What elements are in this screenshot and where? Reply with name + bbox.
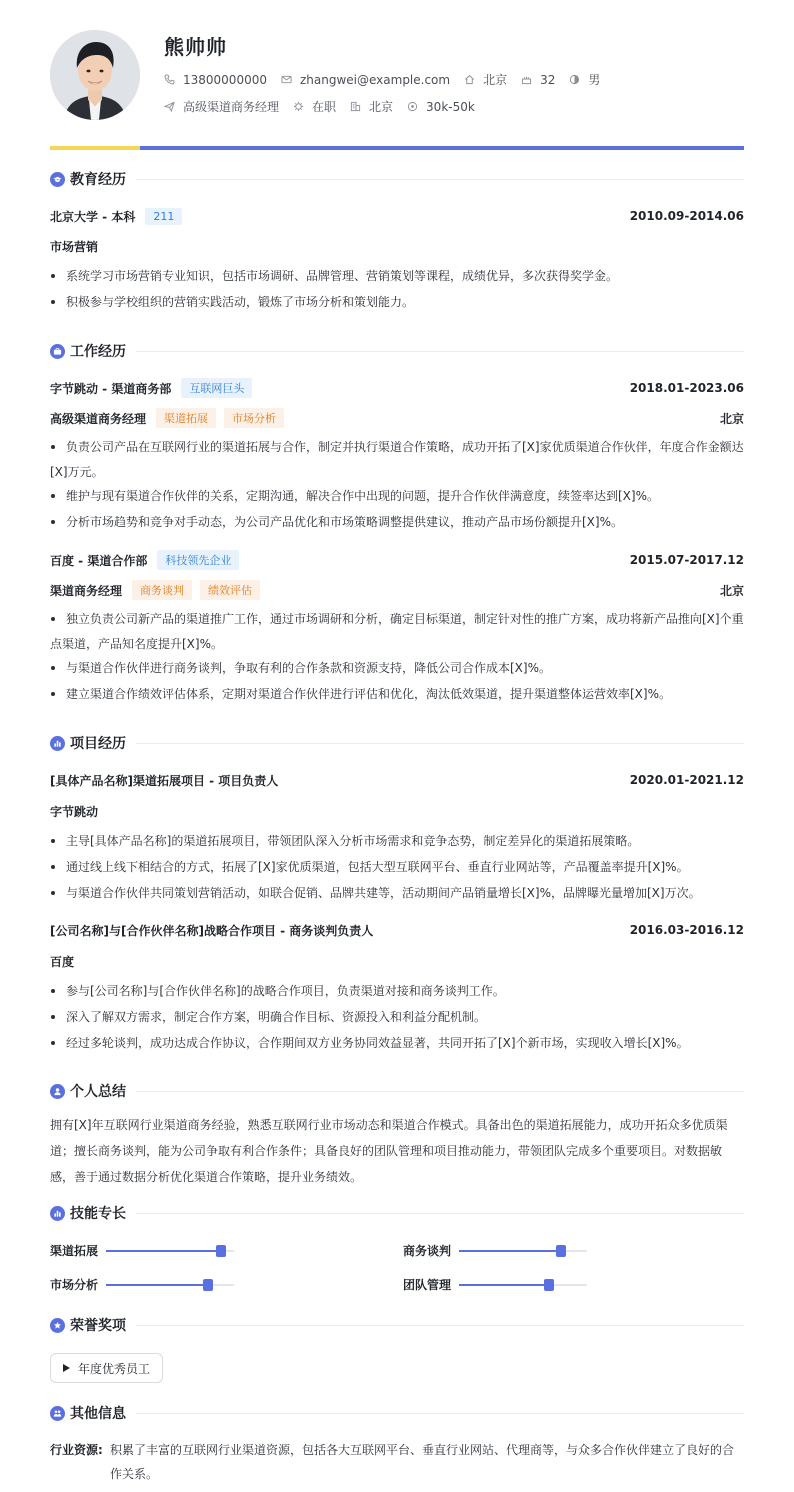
- skill-item: [403, 1242, 587, 1259]
- awards-section-title: [50, 1315, 744, 1335]
- skill-name: 商务谈判: [403, 1244, 452, 1258]
- company-name: 百度 - 渠道合作部: [50, 553, 148, 568]
- list-item-text: 独立负责公司新产品的渠道推广工作，通过市场调研和分析，确定目标渠道，制定针对性的推广方案，成功将新产品推向[X]个重: [66, 612, 744, 626]
- skill-bar-fill: [106, 1284, 208, 1286]
- list-item: 维护与现有渠道合作伙伴的关系，定期沟通，解决合作中出现的问题，提升合作伙伴满意度，续签率达到[X]%。: [50, 484, 750, 509]
- other-line: 积累了丰富的互联网行业渠道资源，包括各大互联网平台、垂直行业网站、代理商等，与众多合作伙伴建立了良好的合: [110, 1443, 735, 1457]
- list-item: 通过线上线下相结合的方式，拓展了[X]家优质渠道，包括大型互联网平台、垂直行业网站等，产品覆盖率提升[X]%。: [50, 855, 750, 880]
- list-item: [50, 435, 750, 485]
- skill-tag: 商务谈判: [132, 580, 192, 600]
- gender-icon: [569, 74, 580, 85]
- project-entry-header: [50, 921, 744, 939]
- section-heading: 个人总结: [70, 1084, 126, 1100]
- project-company: 字节跳动: [50, 805, 99, 819]
- section-rule: [136, 743, 744, 744]
- list-item: 建立渠道合作绩效评估体系，定期对渠道合作伙伴进行评估和优化，淘汰低效渠道，提升渠道整体运营效率[X]%。: [50, 682, 750, 707]
- info-icon: [50, 1406, 65, 1421]
- school-name: 北京大学 - 本科: [50, 209, 136, 224]
- list-item-text: 负责公司产品在互联网行业的渠道拓展与合作，制定并执行渠道合作策略，成功开拓了[X]家优质渠道合作伙伴，年度合作金额达: [66, 440, 744, 454]
- section-rule: [136, 351, 744, 352]
- list-item-text: [X]万元。: [50, 465, 104, 479]
- play-icon: [63, 1364, 70, 1372]
- list-item: 主导[具体产品名称]的渠道拓展项目，带领团队深入分析市场需求和竞争态势，制定差异化的渠道拓展策略。: [50, 829, 750, 854]
- contact-row: [164, 71, 614, 88]
- city-item: [350, 98, 393, 115]
- role-title: 高级渠道商务经理: [50, 411, 147, 426]
- other-info: [50, 1438, 750, 1486]
- project-date: 2016.03-2016.12: [629, 923, 744, 937]
- project-title: [公司名称]与[合作伙伴名称]战略合作项目 - 商务谈判负责人: [50, 923, 374, 938]
- gender-text: 男: [588, 73, 601, 87]
- list-item: [50, 607, 750, 657]
- skill-item: [50, 1276, 234, 1293]
- section-heading: 荣誉奖项: [70, 1318, 126, 1334]
- school-tag: 211: [145, 208, 182, 225]
- skill-bar: [459, 1284, 587, 1286]
- other-section-title: [50, 1403, 744, 1423]
- skill-bar-fill: [459, 1284, 549, 1286]
- summary-line: 感，善于通过数据分析优化渠道合作策略，提升业务绩效。: [50, 1170, 363, 1184]
- header-divider: [50, 146, 744, 150]
- section-heading: 其他信息: [70, 1406, 126, 1422]
- list-item: 参与[公司名称]与[合作伙伴名称]的战略合作项目，负责渠道对接和商务谈判工作。: [50, 979, 750, 1004]
- work-city: 北京: [719, 411, 744, 426]
- section-heading: 项目经历: [70, 736, 126, 752]
- position-text: 高级渠道商务经理: [183, 100, 280, 114]
- section-rule: [136, 1413, 744, 1414]
- award-item[interactable]: [50, 1353, 163, 1383]
- company-tag: 科技领先企业: [157, 550, 239, 570]
- other-label: 行业资源:: [50, 1443, 103, 1457]
- age-item: [521, 73, 555, 87]
- salary-item: [407, 100, 475, 114]
- award-icon: [50, 1318, 65, 1333]
- work-date: 2018.01-2023.06: [629, 381, 744, 395]
- work-city: 北京: [719, 583, 744, 598]
- salary-icon: [407, 101, 418, 112]
- award-label: 年度优秀员工: [78, 1361, 151, 1376]
- project-title: [具体产品名称]渠道拓展项目 - 项目负责人: [50, 773, 279, 788]
- status-icon: [293, 101, 304, 112]
- section-rule: [136, 1213, 744, 1214]
- list-item: 经过多轮谈判，成功达成合作协议，合作期间双方业务协同效益显著，共同开拓了[X]个新市场，实现收入增长[X]%。: [50, 1031, 750, 1056]
- summary-line: 道；擅长商务谈判，能为公司争取有利合作条件；具备良好的团队管理和项目推动能力，带领团队完成多个重要项目。对数据敏: [50, 1144, 723, 1158]
- list-item: 积极参与学校组织的营销实践活动，锻炼了市场分析和策划能力。: [50, 290, 750, 315]
- role-title: 渠道商务经理: [50, 583, 123, 598]
- section-heading: 工作经历: [70, 344, 126, 360]
- work-section-title: [50, 341, 744, 361]
- education-date: 2010.09-2014.06: [629, 209, 744, 223]
- list-item: 与渠道合作伙伴进行商务谈判，争取有利的合作条款和资源支持，降低公司合作成本[X]%。: [50, 656, 750, 681]
- bar-chart-icon: [50, 1206, 65, 1221]
- mail-icon: [281, 74, 292, 85]
- skill-tag: 市场分析: [224, 408, 284, 428]
- skill-name: 市场分析: [50, 1278, 99, 1292]
- skill-name: 渠道拓展: [50, 1244, 99, 1258]
- city-text: 北京: [369, 100, 394, 114]
- summary-section-title: [50, 1081, 744, 1101]
- skill-bar: [106, 1284, 234, 1286]
- building-icon: [350, 101, 361, 112]
- bar-chart-icon: [50, 736, 65, 751]
- graduation-cap-icon: [50, 172, 65, 187]
- list-item-text: 点渠道，产品知名度提升[X]%。: [50, 637, 223, 651]
- skill-item: [403, 1276, 587, 1293]
- company-tag: 互联网巨头: [181, 378, 252, 398]
- resume-header: [50, 30, 744, 120]
- skill-tag: 渠道拓展: [156, 408, 216, 428]
- email-text: zhangwei@example.com: [299, 72, 451, 87]
- list-item: 与渠道合作伙伴共同策划营销活动，如联合促销、品牌共建等，活动期间产品销量增长[X]%，品牌曝光量增加[X]万次。: [50, 881, 750, 906]
- user-icon: [50, 1084, 65, 1099]
- phone-text: 13800000000: [183, 72, 267, 87]
- other-line: 作关系。: [110, 1467, 159, 1481]
- projects-section-title: [50, 733, 744, 753]
- phone-icon: [164, 74, 175, 85]
- list-item: 系统学习市场营销专业知识，包括市场调研、品牌管理、营销策划等课程，成绩优异，多次获得奖学金。: [50, 264, 750, 289]
- summary-text: [50, 1112, 744, 1190]
- list-item: 深入了解双方需求，制定合作方案，明确合作目标、资源投入和利益分配机制。: [50, 1005, 750, 1030]
- age-text: 32: [540, 72, 556, 87]
- skill-bar-knob: [544, 1279, 554, 1291]
- skill-item: [50, 1242, 234, 1259]
- section-heading: 技能专长: [70, 1206, 126, 1222]
- status-item: [293, 98, 336, 115]
- section-rule: [136, 1325, 744, 1326]
- section-rule: [136, 1091, 744, 1092]
- skill-tag: 绩效评估: [200, 580, 260, 600]
- position-item: [164, 98, 279, 115]
- phone-item: [164, 73, 267, 87]
- skill-name: 团队管理: [403, 1278, 452, 1292]
- section-rule: [136, 179, 744, 180]
- skill-bar-fill: [459, 1250, 561, 1252]
- status-text: 在职: [312, 100, 337, 114]
- location-item: [464, 71, 507, 88]
- skill-bar: [459, 1250, 587, 1252]
- education-entry-header: [50, 207, 744, 225]
- company-name: 字节跳动 - 渠道商务部: [50, 381, 172, 396]
- gender-item: [569, 71, 600, 88]
- work-entry-header: [50, 551, 744, 569]
- list-item: 分析市场趋势和竞争对手动态，为公司产品优化和市场策略调整提供建议，推动产品市场份额提升[X]%。: [50, 510, 750, 535]
- work-role-row: [50, 581, 744, 599]
- briefcase-icon: [50, 344, 65, 359]
- skill-bar-fill: [106, 1250, 221, 1252]
- age-icon: [521, 74, 532, 85]
- skill-bar-knob: [556, 1245, 566, 1257]
- education-section-title: [50, 169, 744, 189]
- avatar: [50, 30, 140, 120]
- salary-text: 30k-50k: [426, 99, 475, 114]
- work-entry-header: [50, 379, 744, 397]
- other-text: [110, 1438, 750, 1486]
- skill-bar-knob: [203, 1279, 213, 1291]
- project-entry-header: [50, 771, 744, 789]
- send-icon: [164, 101, 175, 112]
- job-intent-row: [164, 98, 489, 115]
- divider-accent: [50, 146, 140, 150]
- skills-section-title: [50, 1203, 744, 1223]
- project-date: 2020.01-2021.12: [629, 773, 744, 787]
- summary-line: 拥有[X]年互联网行业渠道商务经验，熟悉互联网行业市场动态和渠道合作模式。具备出色的渠道拓展能力，成功开拓众多优质渠: [50, 1118, 728, 1132]
- candidate-name: 熊帅帅: [164, 35, 227, 59]
- work-role-row: [50, 409, 744, 427]
- email-item: [281, 73, 450, 87]
- skill-bar: [106, 1250, 234, 1252]
- project-company: 百度: [50, 955, 75, 969]
- location-text: 北京: [483, 73, 508, 87]
- home-icon: [464, 74, 475, 85]
- section-heading: 教育经历: [70, 172, 126, 188]
- education-major: 市场营销: [50, 240, 99, 254]
- skill-bar-knob: [216, 1245, 226, 1257]
- work-date: 2015.07-2017.12: [629, 553, 744, 567]
